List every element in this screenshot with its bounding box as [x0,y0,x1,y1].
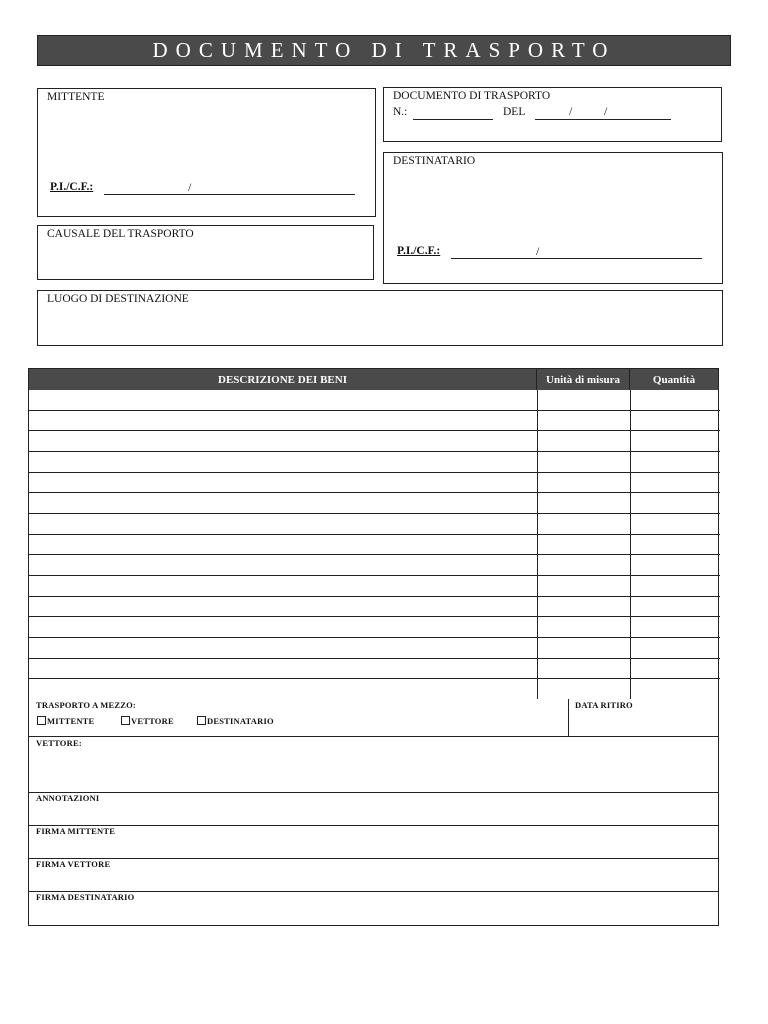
luogo-box[interactable] [37,290,723,346]
table-row[interactable] [29,431,720,452]
header-quantita: Quantità [630,369,718,390]
table-row[interactable] [29,452,720,473]
table-row[interactable] [29,638,720,659]
table-row[interactable] [29,617,720,638]
column-divider [630,390,631,700]
doc-box-label: DOCUMENTO DI TRASPORTO [393,90,551,102]
checkbox-mittente[interactable] [37,716,46,725]
trasporto-label: TRASPORTO A MEZZO: [36,700,136,710]
destinatario-picf-line[interactable] [451,258,702,259]
mittente-picf-slash: / [188,180,192,194]
firma-vettore-box[interactable] [28,858,719,892]
table-row[interactable] [29,679,720,700]
firma-vettore-label: FIRMA VETTORE [36,859,111,869]
table-row[interactable] [29,659,720,680]
mittente-label: MITTENTE [47,91,105,103]
table-row[interactable] [29,411,720,432]
annotazioni-box[interactable] [28,792,719,826]
doc-number-box [383,87,722,142]
header-unita: Unità di misura [537,369,630,390]
header-descrizione: DESCRIZIONE DEI BENI [29,369,537,390]
destinatario-box[interactable] [383,152,723,284]
option-destinatario[interactable]: DESTINATARIO [197,716,274,726]
table-row[interactable] [29,555,720,576]
mittente-picf-label: P.I./C.F.: [50,181,94,193]
table-row[interactable] [29,535,720,556]
trasporto-box [28,699,569,737]
doc-date-field[interactable] [535,119,671,120]
doc-date-slash-1: / [569,104,573,118]
table-row[interactable] [29,597,720,618]
causale-label: CAUSALE DEL TRASPORTO [47,228,194,240]
table-row[interactable] [29,514,720,535]
goods-table [28,368,719,700]
causale-box[interactable] [37,225,374,280]
luogo-label: LUOGO DI DESTINAZIONE [47,293,189,305]
mittente-box[interactable] [37,88,376,217]
firma-destinatario-box[interactable] [28,891,719,926]
vettore-box[interactable] [28,736,719,793]
table-row[interactable] [29,576,720,597]
destinatario-label: DESTINATARIO [393,155,476,167]
table-row[interactable] [29,390,720,411]
firma-mittente-label: FIRMA MITTENTE [36,826,116,836]
option-vettore[interactable]: VETTORE [121,716,174,726]
doc-number-label: N.: [393,106,408,118]
table-row[interactable] [29,473,720,494]
table-row[interactable] [29,493,720,514]
doc-date-label: DEL [503,106,526,118]
vettore-label: VETTORE: [36,738,82,748]
doc-number-field[interactable] [413,119,493,120]
data-ritiro-box[interactable] [568,699,719,737]
firma-mittente-box[interactable] [28,825,719,859]
mittente-picf-line[interactable] [104,194,355,195]
doc-date-slash-2: / [604,104,608,118]
checkbox-vettore[interactable] [121,716,130,725]
checkbox-destinatario[interactable] [197,716,206,725]
firma-destinatario-label: FIRMA DESTINATARIO [36,892,135,902]
document-title: DOCUMENTO DI TRASPORTO [37,35,731,66]
destinatario-picf-label: P.I./C.F.: [397,245,441,257]
column-divider [537,390,538,700]
option-mittente[interactable]: MITTENTE [37,716,94,726]
data-ritiro-label: DATA RITIRO [575,700,633,710]
annotazioni-label: ANNOTAZIONI [36,793,100,803]
destinatario-picf-slash: / [536,244,540,258]
